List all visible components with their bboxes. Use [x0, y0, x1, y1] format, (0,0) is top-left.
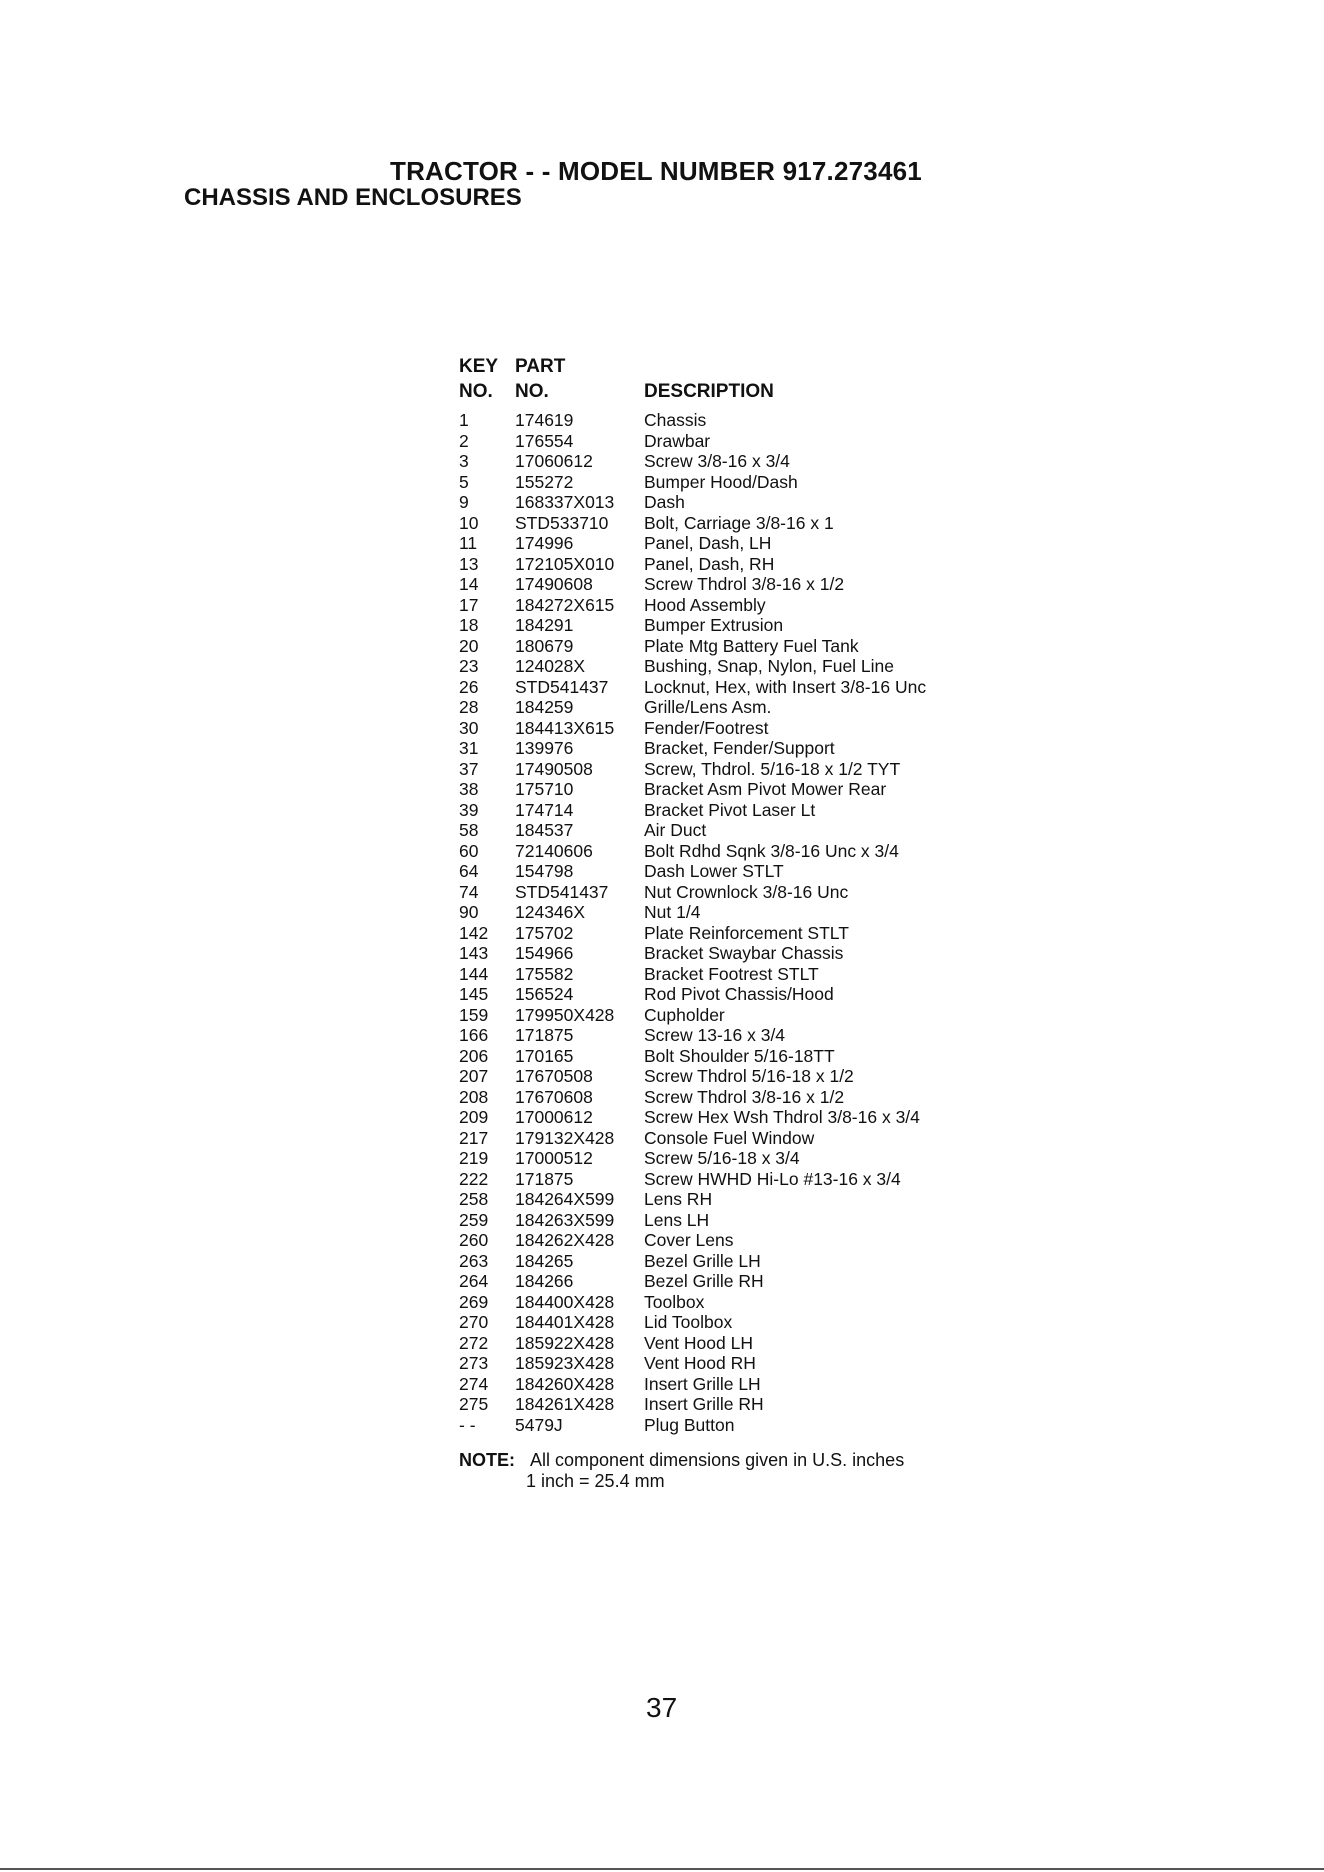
parts-row: [459, 1107, 1219, 1128]
part-number: 184401X428: [515, 1312, 615, 1332]
key-number: 13: [459, 553, 479, 574]
part-number: 184263X599: [515, 1209, 615, 1230]
key-number: 2: [459, 430, 469, 451]
part-description: Insert Grille LH: [644, 1373, 761, 1394]
part-description: Plug Button: [644, 1414, 735, 1435]
column-header-key-line1: KEY: [459, 356, 499, 377]
key-number: 207: [459, 1066, 489, 1086]
part-number: 184260X428: [515, 1373, 615, 1394]
part-number: 174714: [515, 799, 574, 820]
part-number: 184291: [515, 615, 574, 635]
parts-row: [459, 1005, 1219, 1026]
parts-row: [459, 1251, 1219, 1272]
parts-row: [459, 1025, 1219, 1046]
part-number: 184272X615: [515, 594, 615, 615]
parts-row: [459, 964, 1219, 985]
key-number: 263: [459, 1250, 489, 1271]
key-number: 270: [459, 1312, 489, 1332]
key-number: 272: [459, 1332, 489, 1353]
part-number: 156524: [515, 984, 574, 1004]
part-number: 168337X013: [515, 492, 615, 512]
parts-row: [459, 902, 1219, 923]
part-description: Screw Thdrol 3/8-16 x 1/2: [644, 1086, 845, 1107]
part-description: Bezel Grille RH: [644, 1271, 764, 1291]
part-number: 175702: [515, 922, 574, 943]
part-number: 124346X: [515, 902, 586, 922]
parts-row: [459, 1066, 1219, 1087]
part-number: 170165: [515, 1045, 574, 1066]
key-number: 206: [459, 1045, 489, 1066]
part-description: Bumper Extrusion: [644, 615, 784, 635]
key-number: 219: [459, 1148, 489, 1168]
part-number: 184400X428: [515, 1291, 615, 1312]
part-number: 5479J: [515, 1414, 563, 1435]
parts-row: [459, 943, 1219, 964]
part-number: 139976: [515, 738, 574, 758]
part-number: 176554: [515, 430, 574, 451]
parts-row: [459, 779, 1219, 800]
part-description: Dash: [644, 492, 685, 512]
key-number: 20: [459, 635, 479, 656]
part-description: Bolt Shoulder 5/16-18TT: [644, 1045, 835, 1066]
part-number: 17060612: [515, 451, 593, 471]
part-description: Panel, Dash, RH: [644, 553, 775, 574]
part-number: 184265: [515, 1250, 574, 1271]
part-number: 184262X428: [515, 1230, 615, 1250]
parts-row: [459, 1046, 1219, 1067]
part-description: Bracket Footrest STLT: [644, 963, 819, 984]
part-description: Nut 1/4: [644, 902, 701, 922]
parts-row: [459, 1333, 1219, 1354]
part-number: 174619: [515, 410, 574, 430]
part-description: Bushing, Snap, Nylon, Fuel Line: [644, 656, 895, 676]
part-description: Rod Pivot Chassis/Hood: [644, 984, 834, 1004]
key-number: 39: [459, 799, 479, 820]
key-number: 159: [459, 1004, 489, 1025]
parts-row: [459, 554, 1219, 575]
parts-row: [459, 513, 1219, 534]
part-description: Bolt, Carriage 3/8-16 x 1: [644, 512, 834, 533]
key-number: 259: [459, 1209, 489, 1230]
part-description: Lid Toolbox: [644, 1312, 733, 1332]
part-number: 175710: [515, 779, 574, 799]
part-description: Cupholder: [644, 1004, 725, 1025]
key-number: 38: [459, 779, 479, 799]
part-description: Toolbox: [644, 1291, 705, 1312]
part-description: Screw 5/16-18 x 3/4: [644, 1148, 800, 1168]
parts-row: [459, 984, 1219, 1005]
column-header-description: DESCRIPTION: [644, 381, 774, 402]
parts-row: [459, 861, 1219, 882]
part-description: Vent Hood LH: [644, 1332, 753, 1353]
part-number: 17000612: [515, 1107, 593, 1127]
page-title: TRACTOR - - MODEL NUMBER 917.273461: [390, 156, 922, 186]
key-number: 26: [459, 676, 479, 697]
part-number: 17490608: [515, 574, 593, 594]
parts-row: [459, 615, 1219, 636]
part-description: Fender/Footrest: [644, 717, 769, 738]
part-number: STD541437: [515, 676, 609, 697]
key-number: 30: [459, 717, 479, 738]
parts-row: [459, 697, 1219, 718]
part-description: Plate Mtg Battery Fuel Tank: [644, 635, 859, 656]
key-number: 5: [459, 471, 469, 492]
part-description: Bracket, Fender/Support: [644, 738, 835, 758]
key-number: 166: [459, 1025, 489, 1045]
parts-row: [459, 1189, 1219, 1210]
key-number: 217: [459, 1127, 489, 1148]
part-number: 184259: [515, 697, 574, 717]
parts-row: [459, 1312, 1219, 1333]
part-description: Grille/Lens Asm.: [644, 697, 772, 717]
part-number: 155272: [515, 471, 574, 492]
parts-row: [459, 656, 1219, 677]
key-number: 1: [459, 410, 469, 430]
part-description: Vent Hood RH: [644, 1353, 756, 1373]
parts-row: [459, 533, 1219, 554]
parts-row: [459, 595, 1219, 616]
part-description: Panel, Dash, LH: [644, 533, 772, 553]
key-number: 209: [459, 1107, 489, 1127]
parts-row: [459, 636, 1219, 657]
parts-row: [459, 882, 1219, 903]
part-description: Screw HWHD Hi-Lo #13-16 x 3/4: [644, 1168, 901, 1189]
part-description: Console Fuel Window: [644, 1127, 815, 1148]
key-number: 37: [459, 758, 479, 779]
part-description: Plate Reinforcement STLT: [644, 922, 849, 943]
key-number: 274: [459, 1373, 489, 1394]
part-description: Lens LH: [644, 1209, 710, 1230]
key-number: 17: [459, 594, 479, 615]
part-description: Screw Thdrol 3/8-16 x 1/2: [644, 574, 845, 594]
key-number: 60: [459, 840, 479, 861]
key-number: 90: [459, 902, 479, 922]
page-number: 37: [646, 1692, 678, 1723]
part-description: Screw 13-16 x 3/4: [644, 1025, 786, 1045]
part-number: STD533710: [515, 512, 609, 533]
key-number: 143: [459, 943, 489, 963]
key-number: 18: [459, 615, 479, 635]
part-number: 179132X428: [515, 1127, 615, 1148]
part-number: 72140606: [515, 840, 593, 861]
key-number: 3: [459, 451, 469, 471]
part-number: 17000512: [515, 1148, 593, 1168]
key-number: 10: [459, 512, 479, 533]
key-number: 9: [459, 492, 469, 512]
parts-row: [459, 1394, 1219, 1415]
parts-row: [459, 1271, 1219, 1292]
key-number: 208: [459, 1086, 489, 1107]
key-number: 11: [459, 533, 478, 553]
parts-row: [459, 431, 1219, 452]
key-number: - -: [459, 1414, 476, 1435]
part-description: Bumper Hood/Dash: [644, 471, 798, 492]
key-number: 258: [459, 1189, 489, 1209]
parts-row: [459, 718, 1219, 739]
part-number: 184537: [515, 820, 574, 840]
parts-row: [459, 820, 1219, 841]
parts-row: [459, 1415, 1219, 1436]
part-number: 180679: [515, 635, 574, 656]
part-description: Bezel Grille LH: [644, 1250, 761, 1271]
part-description: Bracket Pivot Laser Lt: [644, 799, 816, 820]
parts-row: [459, 1087, 1219, 1108]
part-number: STD541437: [515, 881, 609, 902]
section-title: CHASSIS AND ENCLOSURES: [184, 184, 522, 211]
parts-row: [459, 410, 1219, 431]
part-description: Locknut, Hex, with Insert 3/8-16 Unc: [644, 676, 927, 697]
part-number: 185922X428: [515, 1332, 615, 1353]
part-description: Drawbar: [644, 430, 711, 451]
key-number: 145: [459, 984, 489, 1004]
part-number: 184266: [515, 1271, 574, 1291]
key-number: 28: [459, 697, 479, 717]
parts-row: [459, 923, 1219, 944]
part-number: 17490508: [515, 758, 593, 779]
part-description: Screw Hex Wsh Thdrol 3/8-16 x 3/4: [644, 1107, 920, 1127]
parts-row: [459, 1292, 1219, 1313]
key-number: 144: [459, 963, 489, 984]
note-text-line1: All component dimensions given in U.S. inches: [530, 1450, 905, 1470]
parts-row: [459, 800, 1219, 821]
key-number: 222: [459, 1168, 489, 1189]
part-number: 17670608: [515, 1086, 593, 1107]
part-number: 184413X615: [515, 717, 615, 738]
parts-row: [459, 841, 1219, 862]
part-description: Chassis: [644, 410, 707, 430]
part-description: Cover Lens: [644, 1230, 734, 1250]
part-description: Bolt Rdhd Sqnk 3/8-16 Unc x 3/4: [644, 840, 899, 861]
parts-row: [459, 492, 1219, 513]
part-description: Air Duct: [644, 820, 707, 840]
part-number: 175582: [515, 963, 574, 984]
part-number: 171875: [515, 1025, 574, 1045]
key-number: 260: [459, 1230, 489, 1250]
parts-row: [459, 1148, 1219, 1169]
parts-row: [459, 1169, 1219, 1190]
part-number: 124028X: [515, 656, 586, 676]
key-number: 58: [459, 820, 479, 840]
page-bottom-rule: [0, 1868, 1324, 1870]
key-number: 264: [459, 1271, 489, 1291]
parts-row: [459, 1230, 1219, 1251]
part-description: Lens RH: [644, 1189, 713, 1209]
parts-row: [459, 1210, 1219, 1231]
key-number: 142: [459, 922, 489, 943]
note-text-line2: 1 inch = 25.4 mm: [526, 1471, 665, 1491]
part-description: Hood Assembly: [644, 594, 766, 615]
key-number: 269: [459, 1291, 489, 1312]
part-description: Screw Thdrol 5/16-18 x 1/2: [644, 1066, 854, 1086]
part-number: 184264X599: [515, 1189, 615, 1209]
parts-row: [459, 738, 1219, 759]
key-number: 74: [459, 881, 479, 902]
part-description: Dash Lower STLT: [644, 861, 784, 881]
parts-list: [459, 410, 1219, 1435]
part-number: 174996: [515, 533, 574, 553]
key-number: 273: [459, 1353, 489, 1373]
key-number: 14: [459, 574, 479, 594]
part-number: 154966: [515, 943, 574, 963]
parts-row: [459, 1353, 1219, 1374]
part-number: 172105X010: [515, 553, 615, 574]
parts-row: [459, 1374, 1219, 1395]
part-description: Bracket Asm Pivot Mower Rear: [644, 779, 887, 799]
key-number: 23: [459, 656, 479, 676]
part-number: 179950X428: [515, 1004, 615, 1025]
part-description: Insert Grille RH: [644, 1394, 764, 1414]
key-number: 64: [459, 861, 479, 881]
part-description: Bracket Swaybar Chassis: [644, 943, 844, 963]
key-number: 31: [459, 738, 479, 758]
part-number: 184261X428: [515, 1394, 615, 1414]
column-header-part-line2: NO.: [515, 381, 549, 402]
parts-row: [459, 677, 1219, 698]
parts-row: [459, 451, 1219, 472]
note-label: NOTE:: [459, 1450, 515, 1470]
part-description: Screw, Thdrol. 5/16-18 x 1/2 TYT: [644, 758, 901, 779]
part-number: 154798: [515, 861, 574, 881]
part-description: Nut Crownlock 3/8-16 Unc: [644, 881, 849, 902]
column-header-part-line1: PART: [515, 356, 566, 377]
part-description: Screw 3/8-16 x 3/4: [644, 451, 790, 471]
part-number: 185923X428: [515, 1353, 615, 1373]
parts-row: [459, 759, 1219, 780]
parts-row: [459, 574, 1219, 595]
part-number: 171875: [515, 1168, 574, 1189]
part-number: 17670508: [515, 1066, 593, 1086]
parts-row: [459, 1128, 1219, 1149]
key-number: 275: [459, 1394, 489, 1414]
parts-row: [459, 472, 1219, 493]
column-header-key-line2: NO.: [459, 381, 493, 402]
